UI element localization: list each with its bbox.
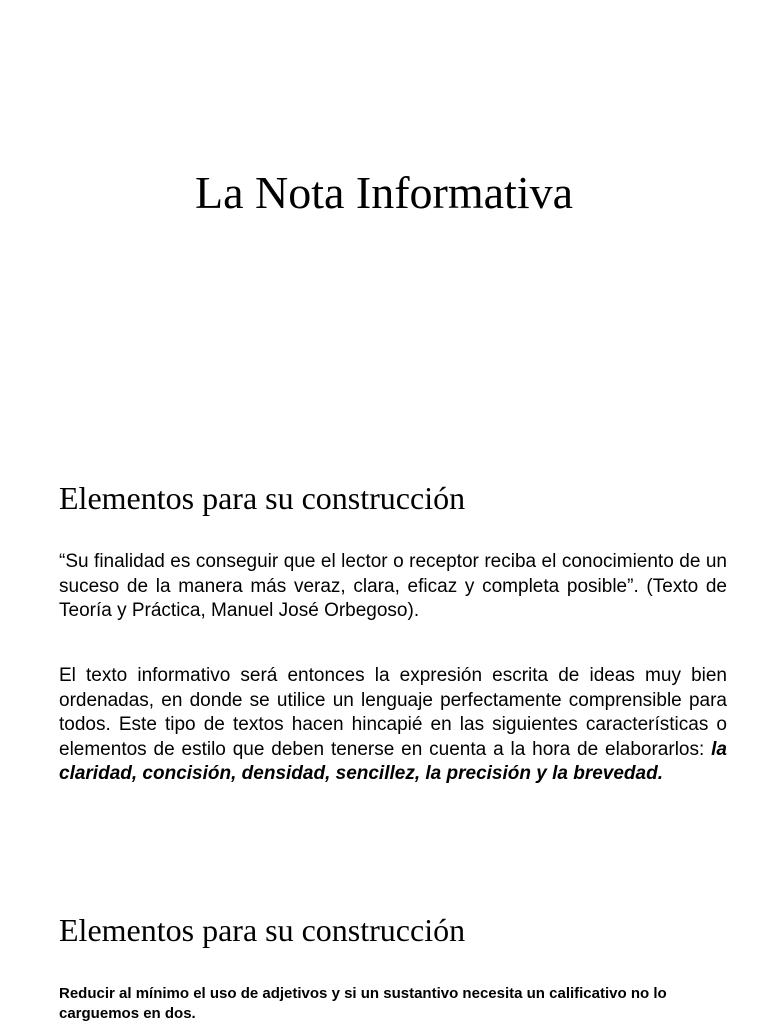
slide-title: La Nota Informativa [194, 167, 574, 218]
quote-paragraph: “Su finalidad es conseguir que el lector o receptor reciba el conocimiento de un suceso de la manera más veraz, clara, eficaz y completa posible”. (Texto de Teoría y Práctica, Manuel José Orbegoso). [59, 551, 727, 621]
section-heading: Elementos para su construcción [59, 480, 466, 516]
section-heading-2: Elementos para su construcción [59, 912, 466, 948]
body-paragraph [59, 664, 727, 787]
body-text: El texto informativo será entonces la expresión escrita de ideas muy bien ordenadas, en donde se utilice un lenguaje perfectamente comprensible para todos. Este tipo de textos hacen hincapié en las siguientes características o elementos de estilo que deben tenerse en cuenta a la hora de elaborarlos: [59, 665, 727, 760]
emphasis-text: la claridad, concisión, densidad, sencillez, la precisión y la brevedad. [59, 738, 727, 784]
small-paragraph: Reducir al mínimo el uso de adjetivos y si un sustantivo necesita un calificativo no lo carguemos en dos. [59, 985, 667, 1022]
